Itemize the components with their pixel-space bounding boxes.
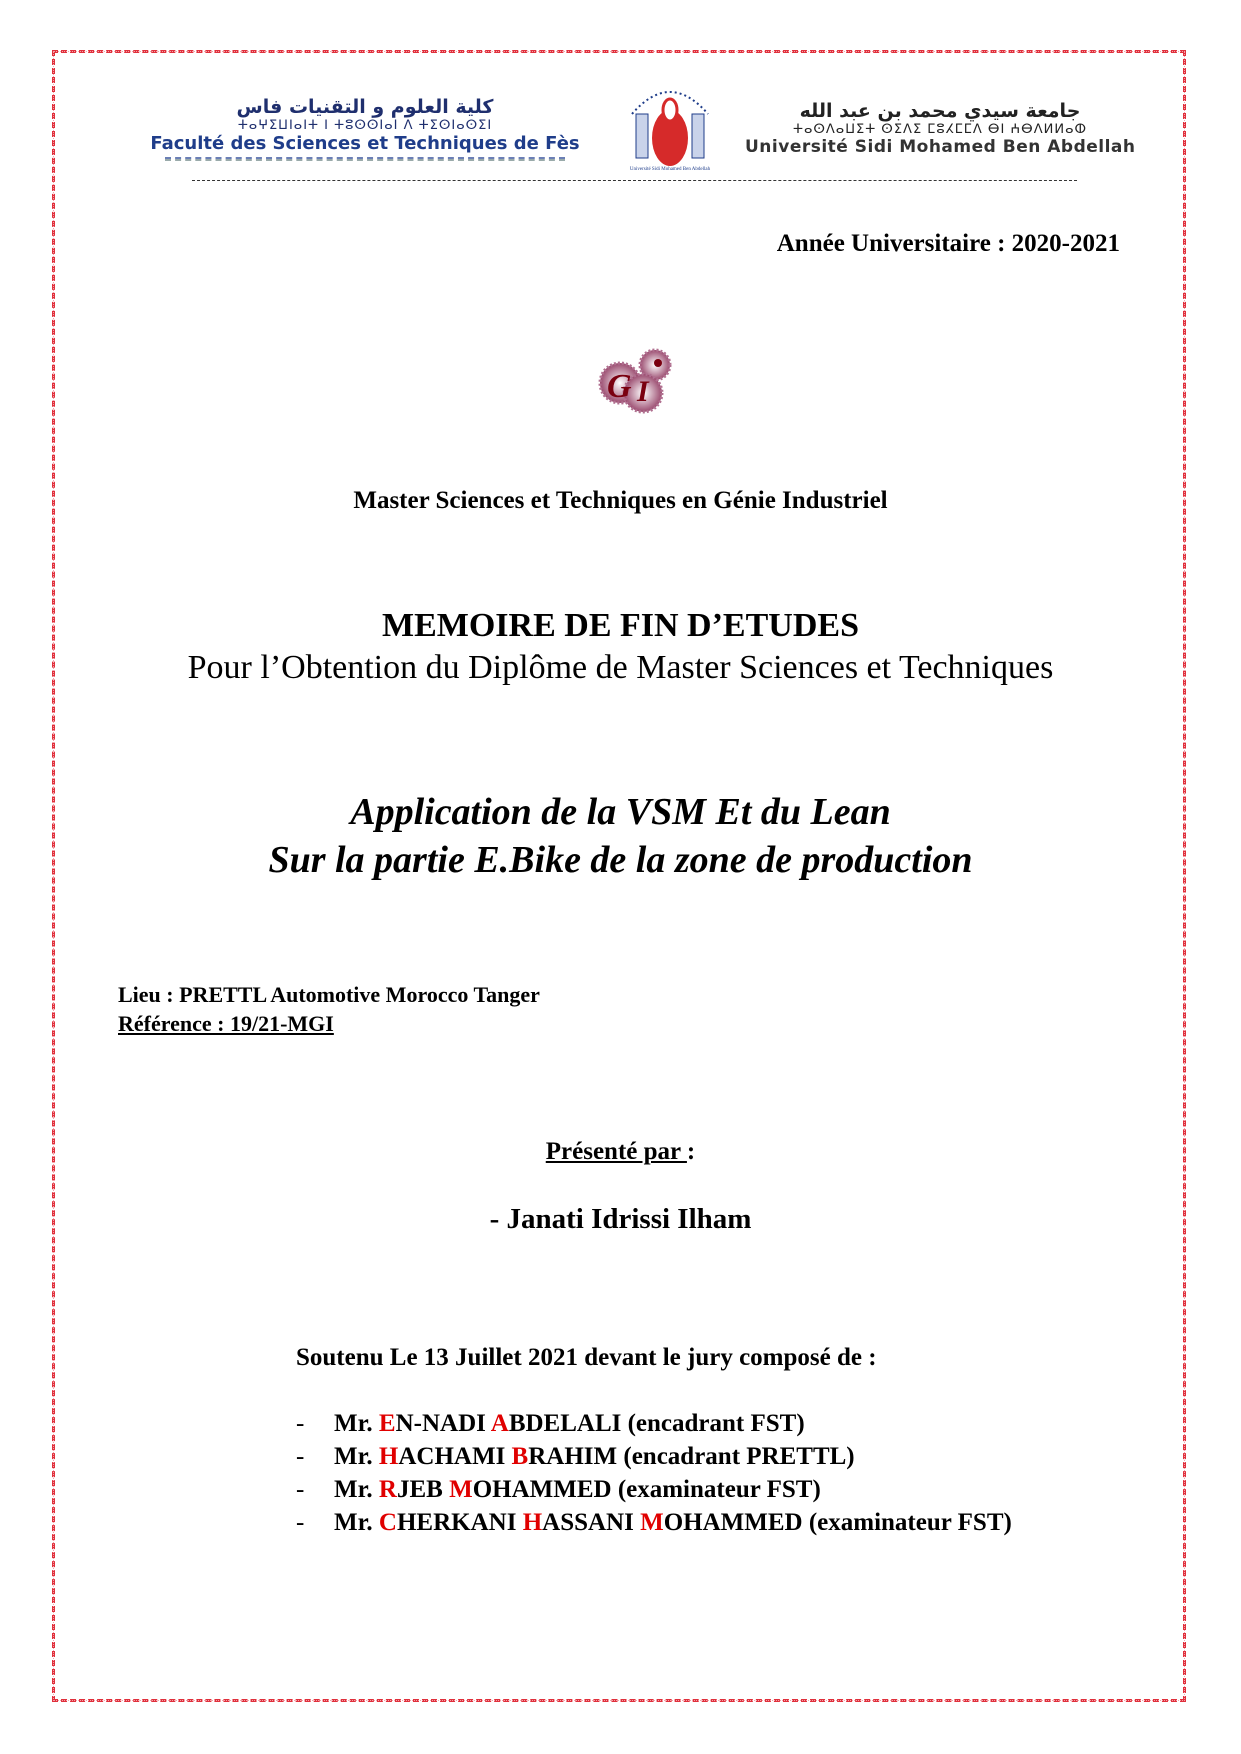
jury-text: BDELALI xyxy=(508,1410,628,1437)
jury-initial: R xyxy=(378,1476,397,1503)
academic-year: Année Universitaire : 2020-2021 xyxy=(776,230,1120,257)
topic-line-1: Application de la VSM Et du Lean xyxy=(350,791,891,833)
jury-initial: A xyxy=(490,1410,509,1437)
jury-role: (examinateur FST) xyxy=(617,1476,821,1503)
faculty-logo xyxy=(135,96,595,161)
jury-member xyxy=(296,1410,805,1438)
university-name-french: Université Sidi Mohamed Ben Abdellah xyxy=(745,137,1136,157)
university-logo xyxy=(745,100,1135,157)
defense-info: Soutenu Le 13 Juillet 2021 devant le jury composé de : xyxy=(296,1344,877,1371)
presented-by xyxy=(0,1138,1241,1166)
jury-text: Mr. xyxy=(334,1443,379,1470)
jury-initial: E xyxy=(378,1410,396,1437)
document-subtitle: Pour l’Obtention du Diplôme de Master Sciences et Techniques xyxy=(187,649,1054,686)
jury-initial: H xyxy=(378,1443,399,1470)
jury-text: N-NADI xyxy=(395,1410,491,1437)
list-dash: - xyxy=(296,1410,305,1437)
faculty-name-french: Faculté des Sciences et Techniques de Fès xyxy=(150,133,580,154)
faculty-name-tifinagh: ⵜⴰⵖⵉⵡⵏⴰⵏⵜ ⵏ ⵜⵓⵙⵙⵏⴰⵏ ⴷ ⵜⵉⵙⵏⴰⵙⵉⵏ xyxy=(237,118,493,133)
presented-by-colon: : xyxy=(686,1138,696,1165)
header-divider xyxy=(192,180,1077,181)
jury-role: (examinateur FST) xyxy=(808,1509,1012,1536)
jury-text: OHAMMED xyxy=(663,1509,809,1536)
topic-line-2: Sur la partie E.Bike de la zone de production xyxy=(268,839,973,881)
university-name-tifinagh: ⵜⴰⵙⴷⴰⵡⵉⵜ ⵙⵉⴷⵉ ⵎⵓⵃⵎⵎⴷ ⴱⵏ ⵄⴱⴷⵍⵍⴰⵀ xyxy=(792,122,1088,137)
jury-initial: C xyxy=(378,1509,397,1536)
document-title: MEMOIRE DE FIN D’ETUDES xyxy=(382,607,859,644)
jury-role: (encadrant PRETTL) xyxy=(623,1443,855,1470)
jury-initial: M xyxy=(449,1476,473,1503)
author-name: - Janati Idrissi Ilham xyxy=(489,1203,752,1235)
seal-caption: Université Sidi Mohamed Ben Abdellah xyxy=(629,167,711,172)
program-name: Master Sciences et Techniques en Génie Industriel xyxy=(353,487,888,514)
faculty-name-arabic: كلية العلوم و التقنيات فاس xyxy=(236,96,494,118)
svg-text:G: G xyxy=(607,368,632,405)
reference: Référence : 19/21-MGI xyxy=(118,1011,334,1036)
jury-member xyxy=(296,1443,855,1471)
list-dash: - xyxy=(296,1476,305,1503)
jury-text: RAHIM xyxy=(528,1443,624,1470)
gi-logo xyxy=(595,345,685,415)
jury-role: (encadrant FST) xyxy=(627,1410,805,1437)
faculty-underline xyxy=(165,157,565,161)
jury-text: JEB xyxy=(396,1476,450,1503)
jury-member xyxy=(296,1476,821,1504)
list-dash: - xyxy=(296,1443,305,1470)
jury-text: Mr. xyxy=(334,1476,379,1503)
presented-by-label: Présenté par xyxy=(545,1138,687,1165)
jury-text: ASSANI xyxy=(542,1509,641,1536)
jury-member xyxy=(296,1509,1012,1537)
jury-initial: H xyxy=(522,1509,543,1536)
list-dash: - xyxy=(296,1509,305,1536)
jury-text: Mr. xyxy=(334,1410,379,1437)
jury-initial: B xyxy=(511,1443,529,1470)
jury-text: HERKANI xyxy=(396,1509,523,1536)
jury-text: ACHAMI xyxy=(398,1443,512,1470)
svg-text:I: I xyxy=(637,375,649,408)
jury-initial: M xyxy=(640,1509,664,1536)
jury-text: OHAMMED xyxy=(472,1476,618,1503)
location: Lieu : PRETTL Automotive Morocco Tanger xyxy=(118,982,540,1007)
jury-text: Mr. xyxy=(334,1509,379,1536)
university-seal xyxy=(622,76,718,174)
university-name-arabic: جامعة سيدي محمد بن عبد الله xyxy=(799,100,1081,122)
